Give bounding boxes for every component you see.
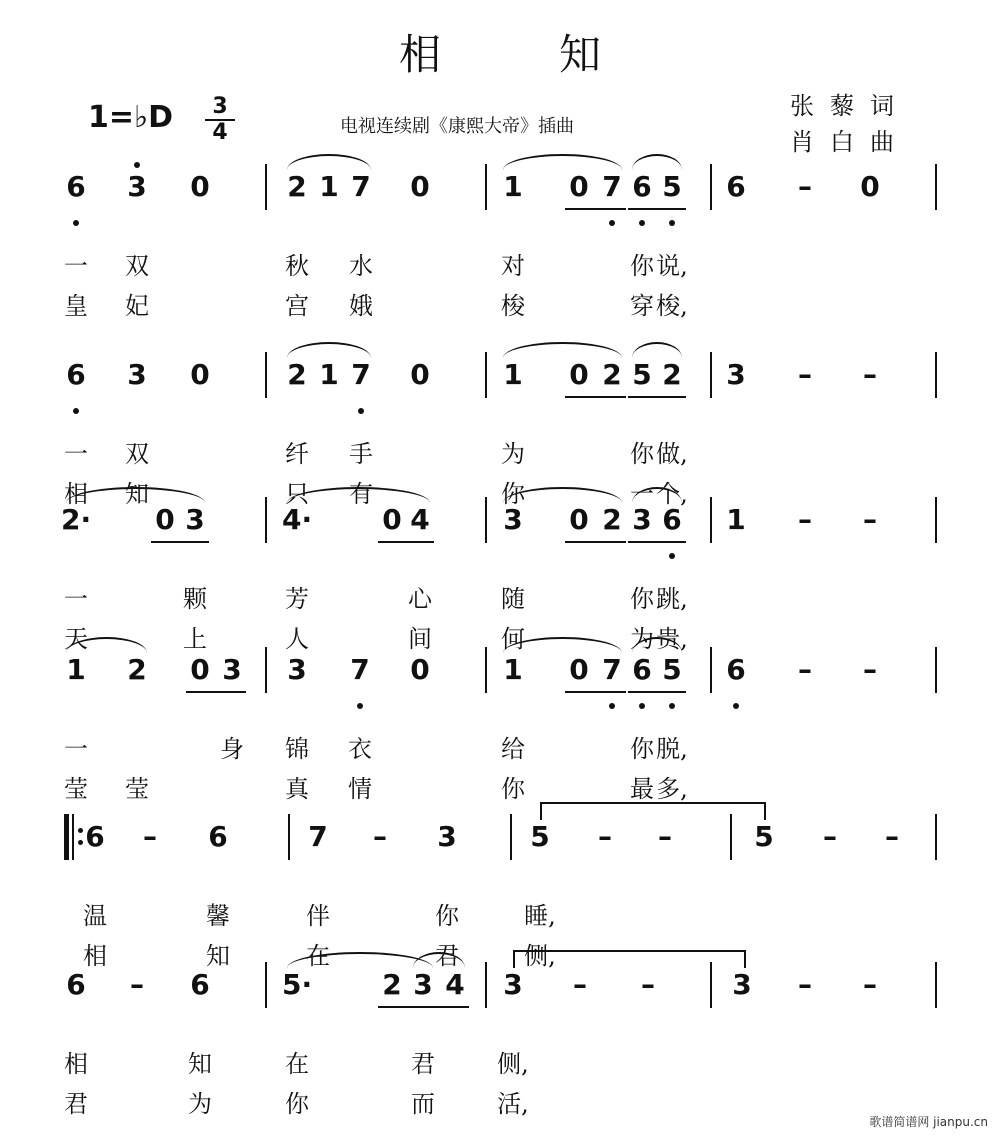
note: 6 — [66, 968, 86, 1001]
lyric-verse-1: 随 — [501, 585, 525, 613]
note: 7 — [350, 653, 370, 686]
lyric-verse-2: 情 — [348, 775, 372, 803]
note: 0 — [190, 653, 210, 686]
note: 5 — [662, 653, 682, 686]
low-octave-dot — [73, 220, 79, 226]
barline — [730, 814, 732, 860]
repeat-start-thick — [64, 814, 69, 860]
note: 1 — [726, 503, 746, 536]
note: 6 — [208, 820, 228, 853]
lyric-verse-1: 衣 — [348, 735, 372, 763]
lyric-verse-2: 妃 — [125, 292, 149, 320]
copyright-watermark: 歌谱简谱网 jianpu.cn — [869, 1115, 988, 1129]
note: – — [863, 968, 877, 1001]
note: 4· — [282, 503, 313, 536]
beam-underline — [628, 396, 686, 398]
note: 6 — [726, 170, 746, 203]
beam-underline — [628, 541, 686, 543]
barline — [288, 814, 290, 860]
lyric-verse-2: 一 — [630, 480, 654, 508]
note: 1 — [319, 358, 339, 391]
beam-underline — [565, 396, 626, 398]
note: 0 — [155, 503, 175, 536]
note: 6 — [190, 968, 210, 1001]
slur — [287, 154, 371, 170]
note: 1 — [503, 170, 523, 203]
lyric-verse-1: 说, — [656, 252, 688, 280]
note: 2 — [127, 653, 147, 686]
tie — [513, 950, 746, 968]
note: – — [573, 968, 587, 1001]
subtitle: 电视连续剧《康熙大帝》插曲 — [340, 116, 574, 137]
tie — [540, 802, 766, 820]
note: 0 — [190, 170, 210, 203]
note: 2 — [602, 358, 622, 391]
note: 1 — [66, 653, 86, 686]
lyric-verse-2: 活, — [497, 1090, 529, 1118]
lyric-verse-1: 手 — [349, 440, 373, 468]
note: 3 — [185, 503, 205, 536]
barline — [710, 497, 712, 543]
note: – — [798, 358, 812, 391]
key-signature: 1=♭D — [88, 100, 174, 135]
note: – — [863, 358, 877, 391]
lyric-verse-1: 你 — [435, 902, 459, 930]
lyric-verse-2: 梭 — [501, 292, 525, 320]
note: 4 — [410, 503, 430, 536]
lyric-verse-1: 纤 — [285, 440, 309, 468]
note: 7 — [308, 820, 328, 853]
note: 0 — [410, 358, 430, 391]
lyric-verse-2: 只 — [285, 480, 309, 508]
note: – — [658, 820, 672, 853]
lyric-verse-2: 贵, — [656, 625, 688, 653]
note: 3 — [503, 968, 523, 1001]
note: 0 — [860, 170, 880, 203]
note: 2 — [662, 358, 682, 391]
barline — [935, 962, 937, 1008]
low-octave-dot — [639, 220, 645, 226]
low-octave-dot — [357, 703, 363, 709]
note: – — [863, 503, 877, 536]
lyric-verse-1: 一 — [64, 585, 88, 613]
note: 1 — [503, 358, 523, 391]
barline — [265, 164, 267, 210]
lyric-verse-1: 为 — [501, 440, 525, 468]
lyric-verse-2: 个, — [656, 480, 688, 508]
note: 0 — [569, 170, 589, 203]
low-octave-dot — [609, 220, 615, 226]
note: 7 — [351, 170, 371, 203]
lyric-verse-2: 梭, — [656, 292, 688, 320]
note: – — [598, 820, 612, 853]
lyric-verse-1: 水 — [349, 252, 373, 280]
barline — [485, 497, 487, 543]
note: 3 — [287, 653, 307, 686]
lyric-verse-2: 侧, — [524, 942, 556, 970]
low-octave-dot — [733, 703, 739, 709]
slur — [632, 342, 682, 358]
lyric-verse-2: 你 — [285, 1090, 309, 1118]
lyric-verse-1: 侧, — [497, 1050, 529, 1078]
beam-underline — [565, 691, 626, 693]
lyric-verse-2: 何 — [501, 625, 525, 653]
note: – — [798, 653, 812, 686]
lyric-verse-2: 天 — [64, 625, 88, 653]
lyric-verse-1: 心 — [408, 585, 432, 613]
beam-underline — [378, 1006, 469, 1008]
note: 3 — [413, 968, 433, 1001]
time-signature — [205, 96, 235, 144]
lyric-verse-1: 脱, — [656, 735, 688, 763]
slur — [287, 342, 371, 358]
barline — [935, 497, 937, 543]
lyric-verse-2: 莹 — [64, 775, 88, 803]
time-signature-bottom: 4 — [212, 120, 228, 145]
lyric-verse-2: 皇 — [64, 292, 88, 320]
lyric-verse-2: 相 — [64, 480, 88, 508]
lyric-verse-1: 双 — [125, 440, 149, 468]
note: 5 — [632, 358, 652, 391]
lyric-verse-1: 锦 — [285, 735, 309, 763]
note: – — [885, 820, 899, 853]
lyric-verse-1: 伴 — [306, 902, 330, 930]
barline — [485, 647, 487, 693]
barline — [265, 497, 267, 543]
note: 0 — [569, 358, 589, 391]
lyric-verse-2: 知 — [206, 942, 230, 970]
note: 0 — [382, 503, 402, 536]
note: 6 — [85, 820, 105, 853]
slur — [503, 342, 622, 358]
note: 6 — [66, 358, 86, 391]
lyric-verse-1: 一 — [64, 252, 88, 280]
note: 2 — [287, 358, 307, 391]
beam-underline — [565, 208, 626, 210]
note: 2· — [61, 503, 92, 536]
note: 0 — [410, 170, 430, 203]
note: 2 — [602, 503, 622, 536]
note: 5· — [282, 968, 313, 1001]
low-octave-dot — [73, 408, 79, 414]
note: 2 — [287, 170, 307, 203]
note: 5 — [662, 170, 682, 203]
lyric-verse-1: 双 — [125, 252, 149, 280]
lyric-verse-1: 身 — [220, 735, 244, 763]
lyric-verse-1: 温 — [83, 902, 107, 930]
note: 3 — [222, 653, 242, 686]
barline — [485, 352, 487, 398]
slur — [632, 154, 682, 170]
low-octave-dot — [639, 703, 645, 709]
barline — [935, 352, 937, 398]
note: 5 — [530, 820, 550, 853]
barline — [710, 647, 712, 693]
note: – — [798, 170, 812, 203]
note: 7 — [602, 653, 622, 686]
repeat-start-thin — [72, 814, 74, 860]
lyric-verse-1: 跳, — [656, 585, 688, 613]
barline — [510, 814, 512, 860]
lyric-verse-2: 为 — [188, 1090, 212, 1118]
barline — [485, 164, 487, 210]
lyric-verse-1: 你 — [630, 440, 654, 468]
note: 1 — [319, 170, 339, 203]
lyric-verse-2: 最 — [630, 775, 654, 803]
note: 5 — [754, 820, 774, 853]
note: 6 — [632, 170, 652, 203]
note: – — [798, 968, 812, 1001]
note: 7 — [602, 170, 622, 203]
lyric-verse-1: 一 — [64, 440, 88, 468]
note: 3 — [437, 820, 457, 853]
low-octave-dot — [669, 220, 675, 226]
lyric-verse-2: 君 — [64, 1090, 88, 1118]
lyric-verse-1: 你 — [630, 735, 654, 763]
note: – — [641, 968, 655, 1001]
note: 3 — [632, 503, 652, 536]
note: 6 — [632, 653, 652, 686]
lyric-verse-2: 莹 — [125, 775, 149, 803]
note: – — [863, 653, 877, 686]
note: 1 — [503, 653, 523, 686]
low-octave-dot — [609, 703, 615, 709]
note: 0 — [569, 503, 589, 536]
high-octave-dot — [134, 162, 140, 168]
barline — [935, 164, 937, 210]
note: 3 — [732, 968, 752, 1001]
lyric-verse-2: 多, — [656, 775, 688, 803]
lyric-verse-2: 上 — [183, 625, 207, 653]
low-octave-dot — [669, 553, 675, 559]
beam-underline — [378, 541, 434, 543]
lyric-verse-1: 在 — [285, 1050, 309, 1078]
barline — [485, 962, 487, 1008]
barline — [935, 814, 937, 860]
lyric-verse-1: 知 — [188, 1050, 212, 1078]
note: 6 — [66, 170, 86, 203]
lyric-verse-1: 颗 — [183, 585, 207, 613]
composer-credit: 肖白曲 — [790, 128, 910, 156]
lyric-verse-1: 给 — [501, 735, 525, 763]
beam-underline — [628, 691, 686, 693]
lyric-verse-2: 而 — [411, 1090, 435, 1118]
lyric-verse-2: 君 — [435, 942, 459, 970]
lyric-verse-1: 睡, — [524, 902, 556, 930]
lyric-verse-1: 秋 — [285, 252, 309, 280]
note: 3 — [127, 358, 147, 391]
note: 0 — [569, 653, 589, 686]
lyric-verse-2: 间 — [408, 625, 432, 653]
note: – — [798, 503, 812, 536]
low-octave-dot — [358, 408, 364, 414]
lyric-verse-2: 娥 — [349, 292, 373, 320]
barline — [265, 352, 267, 398]
note: – — [143, 820, 157, 853]
lyric-verse-1: 芳 — [285, 585, 309, 613]
barline — [935, 647, 937, 693]
note: 4 — [445, 968, 465, 1001]
note: 3 — [127, 170, 147, 203]
lyric-verse-2: 你 — [501, 480, 525, 508]
lyric-verse-2: 穿 — [630, 292, 654, 320]
lyric-verse-2: 你 — [501, 775, 525, 803]
barline — [710, 164, 712, 210]
low-octave-dot — [669, 703, 675, 709]
beam-underline — [151, 541, 209, 543]
lyric-verse-2: 宫 — [285, 292, 309, 320]
lyric-verse-1: 对 — [501, 252, 525, 280]
barline — [265, 647, 267, 693]
lyric-verse-1: 一 — [64, 735, 88, 763]
barline — [710, 962, 712, 1008]
barline — [710, 352, 712, 398]
time-signature-top: 3 — [212, 94, 228, 119]
score-title: 相知 — [398, 30, 719, 79]
lyric-verse-2: 有 — [349, 480, 373, 508]
lyric-verse-1: 你 — [630, 252, 654, 280]
lyric-verse-1: 相 — [64, 1050, 88, 1078]
lyric-verse-1: 君 — [411, 1050, 435, 1078]
lyric-verse-2: 为 — [630, 625, 654, 653]
note: 6 — [726, 653, 746, 686]
beam-underline — [186, 691, 246, 693]
note: 0 — [190, 358, 210, 391]
note: – — [373, 820, 387, 853]
note: 3 — [726, 358, 746, 391]
note: 2 — [382, 968, 402, 1001]
lyric-verse-1: 你 — [630, 585, 654, 613]
lyric-verse-2: 知 — [125, 480, 149, 508]
lyric-verse-2: 在 — [306, 942, 330, 970]
lyric-verse-2: 真 — [285, 775, 309, 803]
note: 6 — [662, 503, 682, 536]
beam-underline — [628, 208, 686, 210]
note: 0 — [410, 653, 430, 686]
note: 7 — [351, 358, 371, 391]
lyric-verse-1: 做, — [656, 440, 688, 468]
note: – — [823, 820, 837, 853]
lyric-verse-2: 人 — [285, 625, 309, 653]
barline — [265, 962, 267, 1008]
beam-underline — [565, 541, 626, 543]
lyricist-credit: 张藜词 — [790, 92, 910, 120]
lyric-verse-1: 馨 — [206, 902, 230, 930]
note: 3 — [503, 503, 523, 536]
lyric-verse-2: 相 — [83, 942, 107, 970]
note: – — [130, 968, 144, 1001]
slur — [503, 154, 622, 170]
